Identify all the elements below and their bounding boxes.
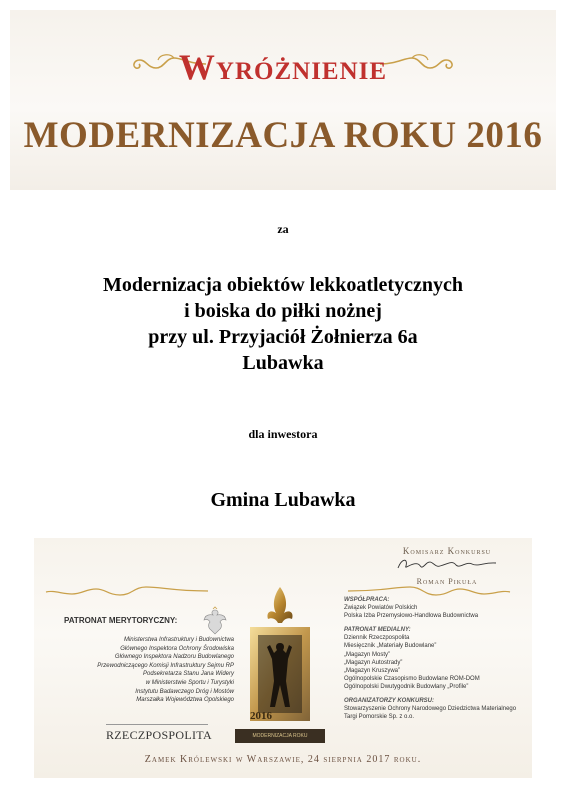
commissioner-name: Roman Pikuła <box>416 577 478 586</box>
signature-icon <box>392 556 502 572</box>
rzeczpospolita-logo: RZECZPOSPOLITA <box>106 724 208 746</box>
award-title: Wyróżnienie <box>178 47 388 87</box>
investor-label: dla inwestora <box>248 427 318 441</box>
project-line: przy ul. Przyjaciół Żołnierza 6a <box>148 326 418 348</box>
investor-name: Gmina Lubawka <box>210 489 356 511</box>
list-item: Instytutu Badawczego Dróg i Mostów <box>135 688 234 695</box>
left-footer-flourish <box>42 584 210 598</box>
project-line: Lubawka <box>242 352 324 374</box>
wspolpraca-title: WSPÓŁPRACA: <box>344 597 390 603</box>
list-item: Ministerstwa Infrastruktury i Budownictwa <box>123 637 234 643</box>
list-item: „Magazyn Kruszywa” <box>344 667 401 674</box>
list-item: Głównego Inspektora Ochrony Środowiska <box>120 645 234 652</box>
patronat-title: PATRONAT MERYTORYCZNY: <box>64 616 178 625</box>
project-line: Modernizacja obiektów lekkoatletycznych <box>103 274 463 296</box>
ceremony-date: Zamek Królewski w Warszawie, 24 sierpnia 2017 roku. <box>144 754 422 765</box>
list-item: Marszałka Województwa Opolskiego <box>136 697 234 704</box>
patronat-list <box>44 636 234 705</box>
list-item: Głównego Inspektora Nadzoru Budowlanego <box>114 654 234 661</box>
commissioner-title: Komisarz Konkursu <box>402 546 492 556</box>
list-item: Miesięcznik „Materiały Budowlane” <box>344 643 437 650</box>
list-item: Stowarzyszenie Ochrony Narodowego Dziedzictwa Materialnego <box>344 706 517 713</box>
media-title: PATRONAT MEDIALNY: <box>344 627 411 634</box>
for-label: za <box>277 222 289 236</box>
list-item: Podsekretarza Stanu Jana Widery <box>143 671 234 678</box>
footer-banner <box>34 538 532 778</box>
project-line: i boiska do piłki nożnej <box>184 300 382 322</box>
competition-title: MODERNIZACJA ROKU 2016 <box>23 115 543 156</box>
header-banner <box>10 10 556 190</box>
list-item: w Ministerstwie Sportu i Turystyki <box>145 679 234 686</box>
list-item: Ogólnopolski Dwutygodnik Budowlany „Profile” <box>344 683 469 690</box>
list-item: Związek Powiatów Polskich <box>344 605 418 612</box>
organizers-title: ORGANIZATORZY KONKURSU: <box>344 698 434 705</box>
list-item: Przewodniczącego Komisji Infrastruktury Sejmu RP <box>97 662 234 669</box>
list-item: Targi Pomorskie Sp. z o.o. <box>344 714 415 721</box>
list-item: „Magazyn Mosty” <box>344 651 391 658</box>
project-description <box>0 272 566 376</box>
commissioner-block <box>362 538 532 586</box>
list-item: Polska Izba Przemysłowo-Handlowa Budownictwa <box>344 613 479 620</box>
trophy-plate: MODERNIZACJA ROKU <box>235 729 325 743</box>
trophy-year: 2016 <box>250 710 272 722</box>
list-item: Dziennik Rzeczpospolita <box>344 635 410 642</box>
partners-column <box>344 596 529 721</box>
eagle-emblem-icon <box>202 606 228 636</box>
list-item: „Magazyn Autostrady” <box>344 659 403 666</box>
list-item: Ogólnopolskie Czasopismo Budowlane ROM-DOM <box>344 675 480 682</box>
trophy-icon <box>230 583 330 733</box>
